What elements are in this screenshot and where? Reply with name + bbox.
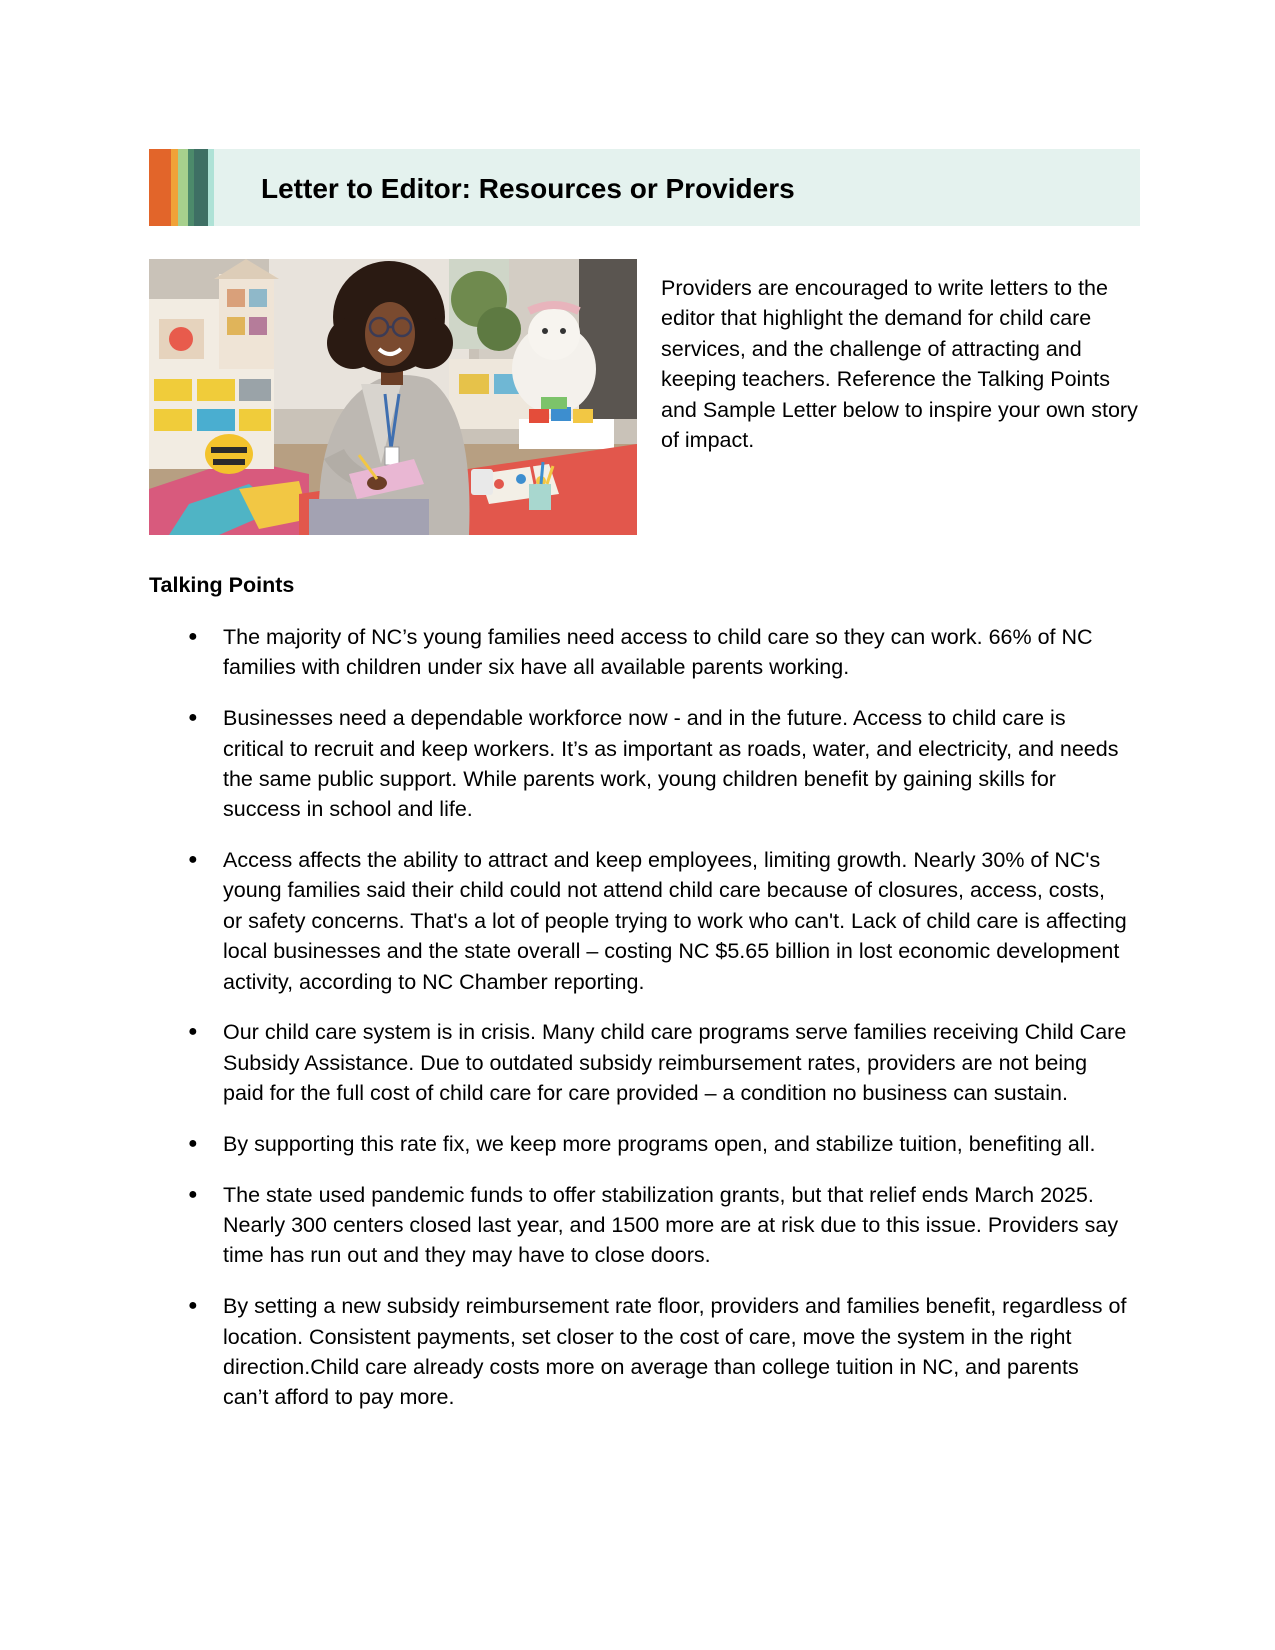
title-banner: [149, 149, 1140, 226]
bullet-icon: ●: [188, 1134, 198, 1152]
intro-paragraph: Providers are encouraged to write letters to the editor that highlight the demand for child care services, and the challenge of attracting and keeping teachers. Reference the Talking Points and Sample Letter below to inspire your own story of impact.: [661, 276, 1138, 453]
stripe-dark-teal: [194, 149, 208, 226]
stripe-mint: [208, 149, 214, 226]
list-item: [149, 1291, 1129, 1413]
stripe-light-green: [178, 149, 188, 226]
list-item-text: By setting a new subsidy reimbursement rate floor, providers and families benefit, regardless of location. Consistent payments, set closer to the cost of care, move the system in the right direction.Child care already costs more on average than college tuition in NC, and parents can’t afford to pay more.: [223, 1294, 1127, 1410]
bullet-icon: ●: [188, 628, 198, 645]
classroom-photo: [149, 259, 637, 535]
bullet-icon: ●: [188, 851, 198, 869]
list-item: [149, 1017, 1129, 1108]
list-item: [149, 703, 1129, 825]
talking-points-list: [149, 622, 1129, 1433]
list-item-text: By supporting this rate fix, we keep more programs open, and stabilize tuition, benefiting all.: [223, 1131, 1096, 1156]
list-item-text: Access affects the ability to attract and keep employees, limiting growth. Nearly 30% of NC's young families said their child could not attend child care because of closures, access, costs, or safety concerns. That's a lot of people trying to work who can't. Lack of child care is affecting local businesses and the state overall – costing NC $5.65 billion in lost economic development activity, according to NC Chamber reporting.: [223, 848, 1127, 994]
bullet-icon: ●: [188, 1023, 198, 1041]
bullet-icon: ●: [188, 1297, 198, 1315]
list-item: [149, 1180, 1129, 1271]
talking-points-heading: Talking Points: [149, 573, 295, 597]
teacher-classroom-image: [149, 259, 637, 535]
list-item: [149, 1129, 1129, 1159]
list-item: [149, 622, 1129, 683]
color-stripes: [149, 149, 214, 226]
list-item-text: The majority of NC’s young families need access to child care so they can work. 66% of NC families with children under six have all available parents working.: [223, 625, 1093, 680]
page-title: Letter to Editor: Resources or Providers: [261, 173, 795, 204]
stripe-amber: [171, 149, 178, 226]
list-item-text: Businesses need a dependable workforce now - and in the future. Access to child care is critical to recruit and keep workers. It’s as important as roads, water, and electricity, and needs the same public support. While parents work, young children benefit by gaining skills for success in school and life.: [223, 706, 1119, 822]
bullet-icon: ●: [188, 1185, 198, 1203]
list-item-text: The state used pandemic funds to offer stabilization grants, but that relief ends March 2025. Nearly 300 centers closed last year, and 1500 more are at risk due to this issue. Providers say time has run out and they may have to close doors.: [223, 1182, 1119, 1268]
stripe-orange: [149, 149, 171, 226]
bullet-icon: ●: [188, 709, 198, 727]
list-item-text: Our child care system is in crisis. Many child care programs serve families receiving Child Care Subsidy Assistance. Due to outdated subsidy reimbursement rates, providers are not being paid for the full cost of child care for care provided – a condition no business can sustain.: [223, 1020, 1127, 1106]
list-item: [149, 845, 1129, 997]
